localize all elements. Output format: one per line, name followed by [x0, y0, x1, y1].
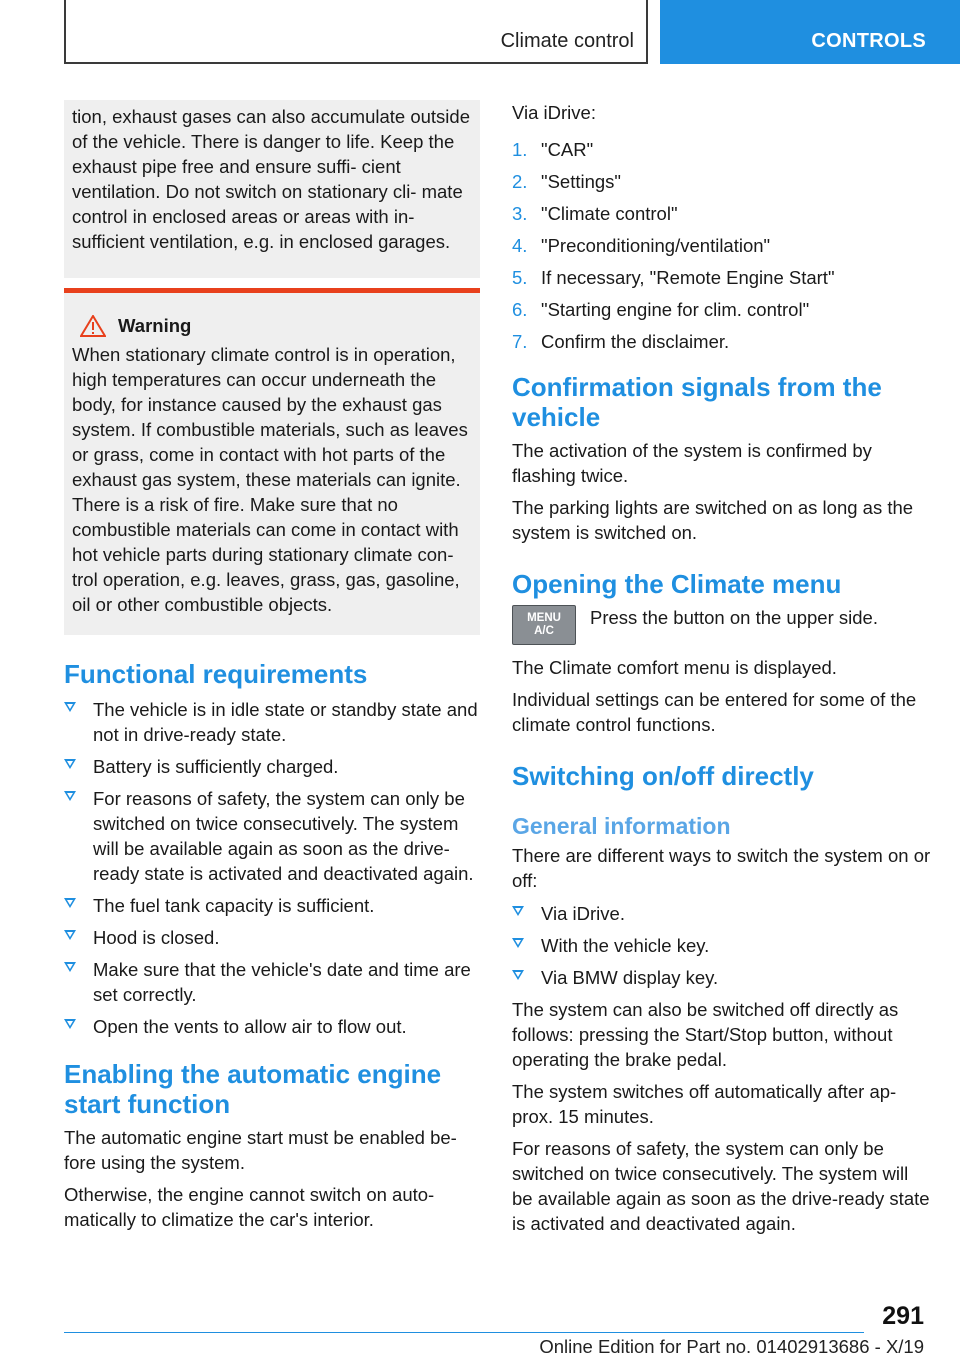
warning-title: Warning	[118, 315, 192, 336]
climate-menu-heading: Opening the Climate menu	[512, 569, 842, 599]
menu-button-row	[512, 605, 932, 645]
warning-text: When stationary climate control is in operation, high temperatures can occur underneath the body, for instance caused by the exhaust gas system. If combustible materials, such as leaves or grass, come in contact with hot parts of the exhaust gas system, these materials can ignite. There is a risk of fire. Make sure that no combustible materials can come in contact with hot vehicle parts during stationary climate con- trol operation, e.g. leaves, grass, gas, gasoline, oil or other combustible objects.	[72, 344, 468, 615]
step-item: 1. "CAR"	[512, 139, 594, 160]
switching-paragraph-2: The system can also be switched off directly as follows: pressing the Start/Stop button, without operating the brake pedal.	[512, 999, 899, 1070]
header-section-box	[64, 0, 648, 64]
enabling-paragraph-1: The automatic engine start must be enabled be- fore using the system.	[64, 1127, 457, 1173]
switching-methods-list	[512, 901, 932, 990]
via-idrive-label: Via iDrive:	[512, 102, 596, 123]
step-item: 4. "Preconditioning/ventilation"	[512, 235, 771, 256]
switching-paragraph-4: For reasons of safety, the system can only be switched on twice consecutively. The system will be available again as soon as the drive-ready state is activated and deactivated again.	[512, 1138, 930, 1234]
continued-warning-text: tion, exhaust gases can also accumulate outside of the vehicle. There is danger to life. Keep the exhaust pipe free and ensure suffi- cient ventilation. Do not switch on stationary cli- mate control in enclosed areas or areas with in- sufficient ventilation, e.g. in enclosed garages.	[72, 106, 470, 252]
page-number: 291	[882, 1302, 924, 1330]
step-item: 6. "Starting engine for clim. control"	[512, 299, 810, 320]
list-item: The vehicle is in idle state or standby state and not in drive-ready state.	[64, 697, 480, 747]
warning-box	[64, 288, 480, 635]
confirmation-paragraph-1: The activation of the system is confirmed by flashing twice.	[512, 440, 872, 486]
menu-ac-button-icon: MENU A/C	[512, 605, 576, 645]
warning-triangle-icon	[80, 315, 106, 337]
list-item: The fuel tank capacity is sufficient.	[64, 893, 480, 918]
confirmation-paragraph-2: The parking lights are switched on as long as the system is switched on.	[512, 497, 914, 543]
step-item: 2. "Settings"	[512, 171, 621, 192]
climate-menu-paragraph-2: Individual settings can be entered for some of the climate control functions.	[512, 689, 917, 735]
triangle-bullet-icon	[64, 759, 76, 769]
triangle-bullet-icon	[512, 970, 524, 980]
triangle-bullet-icon	[64, 1019, 76, 1029]
press-button-text: Press the button on the upper side.	[590, 607, 878, 628]
list-item: Battery is sufficiently charged.	[64, 754, 480, 779]
idrive-steps-list	[512, 137, 932, 354]
climate-menu-paragraph-1: The Climate comfort menu is displayed.	[512, 657, 837, 678]
list-item: Make sure that the vehicle's date and time are set correctly.	[64, 957, 480, 1007]
triangle-bullet-icon	[64, 962, 76, 972]
general-information-subheading: General information	[512, 813, 731, 839]
warning-header	[72, 313, 472, 338]
step-item: 5. If necessary, "Remote Engine Start"	[512, 267, 835, 288]
triangle-bullet-icon	[64, 898, 76, 908]
switching-paragraph-1: There are different ways to switch the system on or off:	[512, 845, 931, 891]
chapter-tab-label: CONTROLS	[811, 30, 926, 52]
triangle-bullet-icon	[64, 791, 76, 801]
list-item: For reasons of safety, the system can only be switched on twice consecutively. The system will be available again as soon as the drive- ready state is activated and deactivated again.	[64, 786, 480, 886]
confirmation-heading: Confirmation signals from the vehicle	[512, 372, 882, 432]
list-item: Open the vents to allow air to flow out.	[64, 1014, 480, 1039]
chapter-tab[interactable]	[660, 0, 960, 64]
enabling-heading: Enabling the automatic engine start function	[64, 1059, 442, 1119]
triangle-bullet-icon	[512, 938, 524, 948]
functional-requirements-heading: Functional requirements	[64, 659, 368, 689]
right-column	[512, 100, 932, 1236]
step-item: 3. "Climate control"	[512, 203, 678, 224]
list-item: Hood is closed.	[64, 925, 480, 950]
section-title: Climate control	[500, 30, 634, 52]
step-item: 7. Confirm the disclaimer.	[512, 331, 730, 352]
triangle-bullet-icon	[512, 906, 524, 916]
list-item: Via iDrive.	[512, 901, 932, 926]
switching-heading: Switching on/off directly	[512, 761, 814, 791]
triangle-bullet-icon	[64, 702, 76, 712]
list-item: With the vehicle key.	[512, 933, 932, 958]
footer-edition-text: Online Edition for Part no. 01402913686 - X/19	[539, 1336, 924, 1357]
list-item: Via BMW display key.	[512, 965, 932, 990]
enabling-paragraph-2: Otherwise, the engine cannot switch on auto- matically to climatize the car's interior.	[64, 1184, 435, 1230]
left-column	[64, 100, 480, 1232]
footer-divider	[64, 1332, 864, 1333]
switching-paragraph-3: The system switches off automatically after ap- prox. 15 minutes.	[512, 1081, 897, 1127]
continued-warning-box	[64, 100, 480, 278]
requirements-list	[64, 697, 480, 1039]
triangle-bullet-icon	[64, 930, 76, 940]
